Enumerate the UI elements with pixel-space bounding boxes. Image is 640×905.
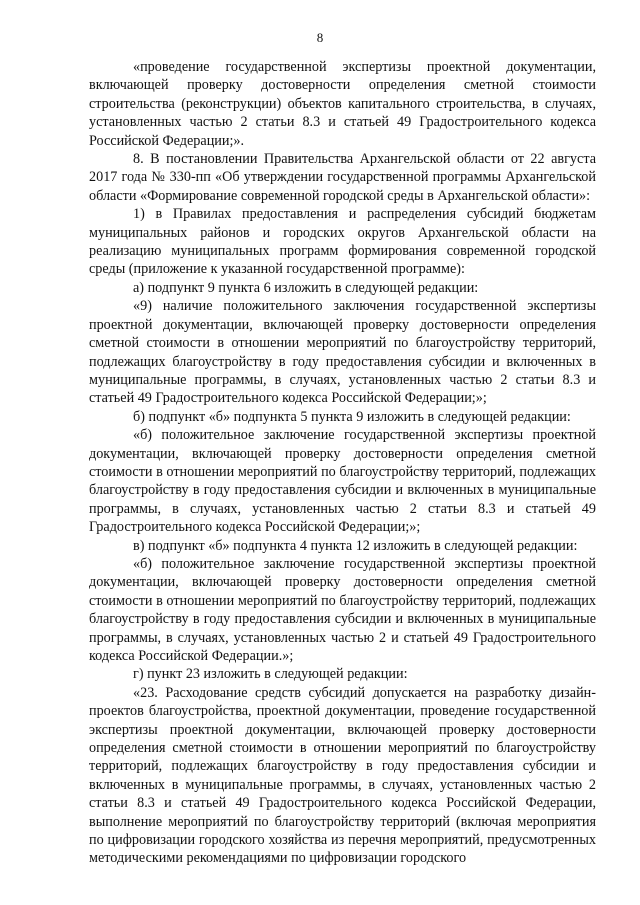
paragraph-quote-b-2: «б) положительное заключение государственной экспертизы проектной документации, включающей проверку достоверности определения сметной стоимости в отношении мероприятий по благоустройству территорий, подлежащих благоустройству в году предоставления субсидии и включенных в муниципальные программы, в случаях, установленных частью 2 и статьей 49 Градостроительного кодекса Российской Федерации.»; — [89, 555, 596, 664]
document-body — [89, 58, 596, 868]
paragraph-subitem-g: г) пункт 23 изложить в следующей редакции: — [133, 666, 408, 683]
paragraph-subitem-a: а) подпункт 9 пункта 6 изложить в следующей редакции: — [133, 279, 479, 296]
paragraph-quote-b-1: «б) положительное заключение государственной экспертизы проектной документации, включающей проверку достоверности определения сметной стоимости в отношении мероприятий по благоустройству территорий, подлежащих благоустройству в году предоставления субсидии и включенных в муниципальные программы, в случаях, установленных частью 2 статьи 8.3 и статьей 49 Градостроительного кодекса Российской Федерации;»; — [89, 427, 596, 536]
paragraph-subitem-v: в) подпункт «б» подпункта 4 пункта 12 изложить в следующей редакции: — [133, 537, 578, 554]
paragraph-quote-9: «9) наличие положительного заключения государственной экспертизы проектной документации, включающей проверку достоверности определения сметной стоимости в отношении мероприятий по благоустройству территорий, подлежащих благоустройству в году предоставления субсидии и включенных в муниципальные программы, в случаях, установленных частью 2 статьи 8.3 и статьей 49 Градостроительного кодекса Российской Федерации;»; — [89, 298, 596, 407]
paragraph-subitem-1: 1) в Правилах предоставления и распределения субсидий бюджетам муниципальных районов и городских округов Архангельской области на реализацию муниципальных программ формирования современной городской среды (приложение к указанной государственной программе): — [89, 206, 596, 278]
paragraph-subitem-b: б) подпункт «б» подпункта 5 пункта 9 изложить в следующей редакции: — [133, 408, 571, 425]
paragraph-item-8: 8. В постановлении Правительства Архангельской области от 22 августа 2017 года № 330-пп «Об утверждении государственной программы Архангельской области «Формирование современной городской среды в Архангельской области»: — [89, 151, 596, 204]
page-number: 8 — [316, 30, 324, 45]
paragraph-quote-23: «23. Расходование средств субсидий допускается на разработку дизайн-проектов благоустройства, проектной документации, проведение государственной экспертизы проектной документации, включающей проверку достоверности определения сметной стоимости в отношении мероприятий по благоустройству территорий, подлежащих благоустройству в году предоставления субсидии и включенных в муниципальные программы, в случаях, установленных частью 2 статьи 8.3 и статьей 49 Градостроительного кодекса Российской Федерации, выполнение мероприятий по благоустройству территорий (включая мероприятия по цифровизации городского хозяйства из перечня мероприятий, предусмотренных методическими рекомендациями по цифровизации городского — [89, 684, 596, 867]
paragraph-quote-expertise: «проведение государственной экспертизы проектной документации, включающей проверку достоверности определения сметной стоимости строительства (реконструкции) объектов капитального строительства, в случаях, установленных частью 2 статьи 8.3 и статьей 49 Градостроительного кодекса Российской Федерации;». — [89, 59, 596, 149]
